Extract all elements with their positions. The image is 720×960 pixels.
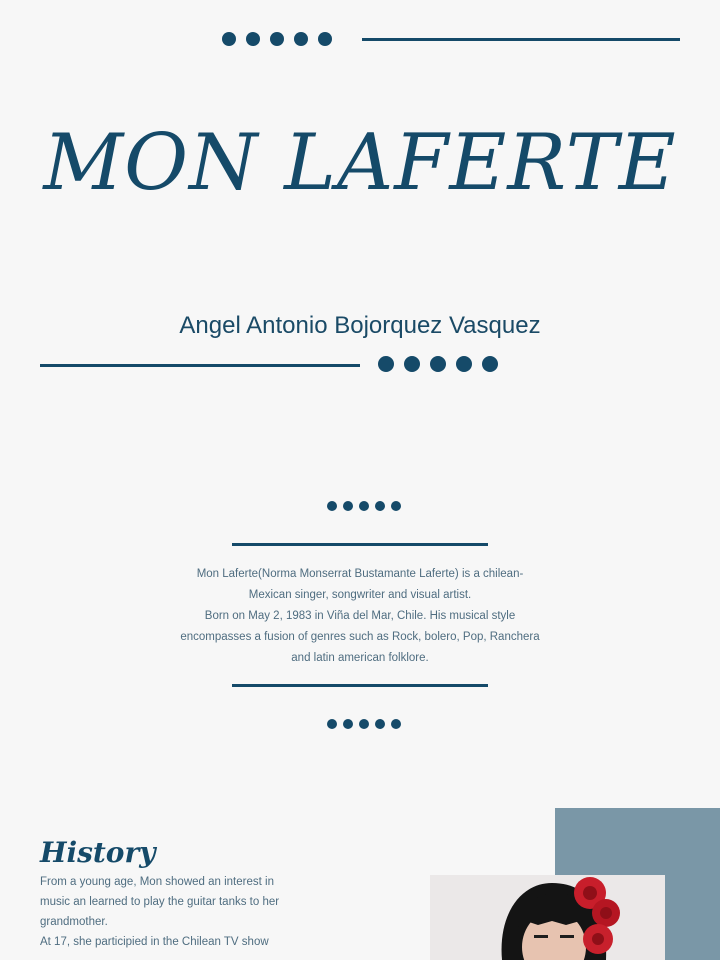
bio-top-dots bbox=[327, 501, 401, 511]
history-line: From a young age, Mon showed an interest in bbox=[40, 876, 274, 888]
dot bbox=[270, 32, 284, 46]
bio-line: Mon Laferte(Norma Monserrat Bustamante Laferte) is a chilean- bbox=[196, 568, 524, 580]
dot bbox=[327, 501, 337, 511]
dot bbox=[378, 356, 394, 372]
dot bbox=[404, 356, 420, 372]
history-line: music an learned to play the guitar tanks to her bbox=[40, 896, 280, 908]
dot bbox=[359, 719, 369, 729]
bio-line: encompasses a fusion of genres such as Rock, bolero, Pop, Ranchera bbox=[180, 631, 540, 643]
history-line: grandmother. bbox=[40, 916, 108, 928]
subtitle-dots bbox=[378, 356, 498, 372]
bio-line: Mexican singer, songwriter and visual artist. bbox=[248, 589, 472, 601]
page-subtitle: Angel Antonio Bojorquez Vasquez bbox=[179, 312, 541, 339]
bio-bottom-dots bbox=[327, 719, 401, 729]
history-line: At 17, she participied in the Chilean TV show bbox=[40, 936, 269, 948]
bio-paragraph bbox=[160, 564, 560, 669]
top-rule bbox=[362, 38, 680, 41]
dot bbox=[375, 719, 385, 729]
history-heading: History bbox=[40, 836, 156, 869]
dot bbox=[359, 501, 369, 511]
page-title: MON LAFERTE bbox=[43, 118, 677, 208]
bio-bottom-rule bbox=[232, 684, 488, 687]
dot bbox=[482, 356, 498, 372]
dot bbox=[391, 501, 401, 511]
dot bbox=[430, 356, 446, 372]
history-paragraph bbox=[40, 872, 340, 952]
top-dots bbox=[222, 32, 332, 46]
subtitle-rule bbox=[40, 364, 360, 367]
dot bbox=[343, 501, 353, 511]
dot bbox=[222, 32, 236, 46]
dot bbox=[246, 32, 260, 46]
portrait-illustration bbox=[430, 875, 665, 960]
dot bbox=[391, 719, 401, 729]
dot bbox=[318, 32, 332, 46]
bio-line: and latin american folklore. bbox=[291, 652, 429, 664]
dot bbox=[327, 719, 337, 729]
dot bbox=[343, 719, 353, 729]
bio-top-rule bbox=[232, 543, 488, 546]
portrait-photo bbox=[430, 875, 665, 960]
dot bbox=[375, 501, 385, 511]
dot bbox=[456, 356, 472, 372]
dot bbox=[294, 32, 308, 46]
bio-line: Born on May 2, 1983 in Viña del Mar, Chile. His musical style bbox=[204, 610, 516, 622]
